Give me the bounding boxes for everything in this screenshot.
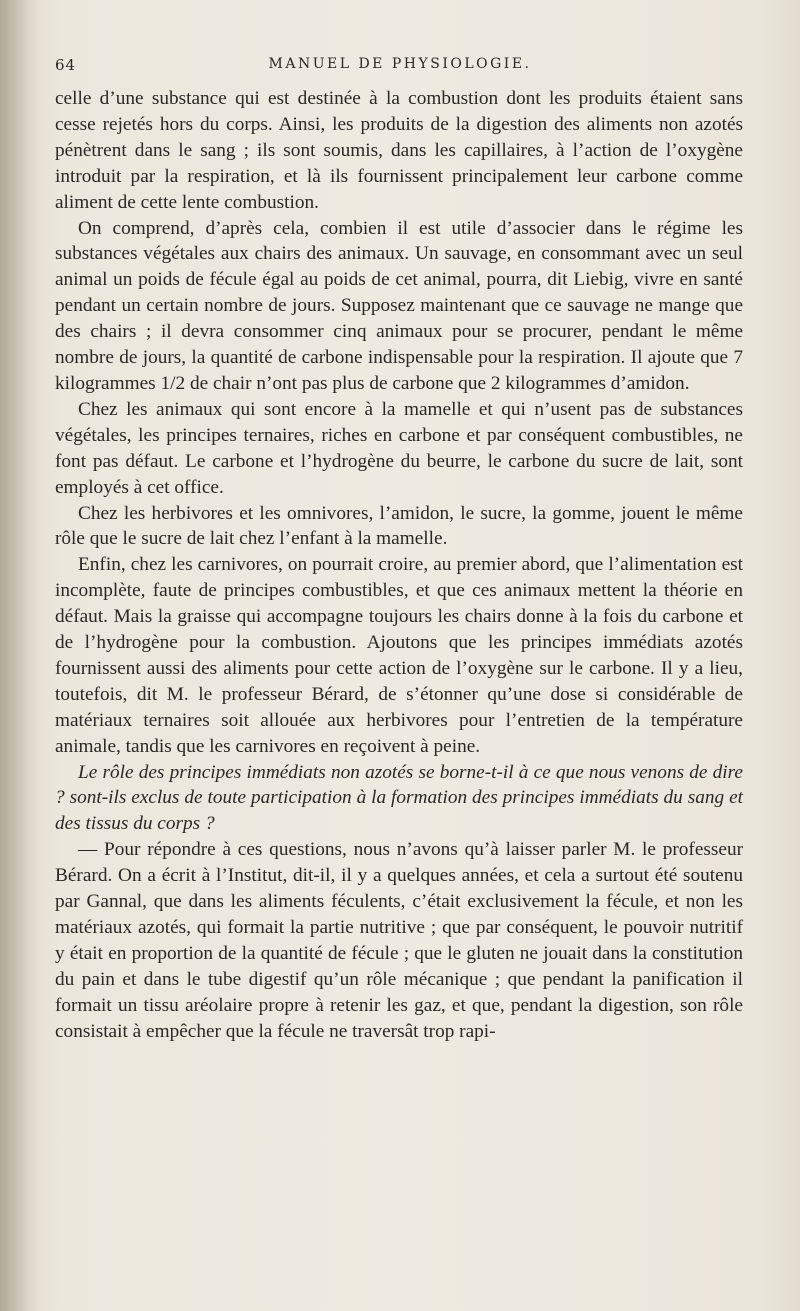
paragraph: Chez les animaux qui sont encore à la mamelle et qui n’usent pas de substances végétales, les principes ternaires, riches en carbone et par conséquent combustibles, ne font pas défaut. Le carbone et l’hydrogène du beurre, le carbone du sucre de lait, sont employés à cet office. (55, 398, 743, 498)
paragraph: celle d’une substance qui est destinée à la combustion dont les produits étaient sans cesse rejetés hors du corps. Ainsi, les produits de la digestion des aliments non azotés pénètrent dans le sang ; ils sont soumis, dans les capillaires, à l’action de l’oxygène introduit par la respiration, et là ils fournissent principalement leur carbone comme aliment de cette lente combustion. (55, 88, 743, 213)
body-text (55, 86, 743, 1045)
paragraph: — Pour répondre à ces questions, nous n’avons qu’à laisser parler M. le professeur Bérard. On a écrit à l’Institut, dit-il, il y a quelques années, et cela a surtout été soutenu par Gannal, que dans les aliments féculents, c’était exclusivement la fécule, et non les matériaux azotés, qui formait la partie nutritive ; que par conséquent, le pouvoir nutritif y était en proportion de la quantité de fécule ; que le gluten ne jouait dans la constitution du pain et dans le tube digestif qu’un rôle mécanique ; que pendant la panification il formait un tissu aréolaire propre à retenir les gaz, et que, pendant la digestion, son rôle consistait à empêcher que la fécule ne traversât trop rapi- (55, 839, 743, 1042)
italic-question: Le rôle des principes immédiats non azotés se borne-t-il à ce que nous venons de dire ? sont-ils exclus de toute participation à la formation des principes immédiats du sang et des tissus du corps ? (55, 761, 743, 835)
page-gutter-shadow (0, 0, 40, 1311)
page-header (55, 56, 745, 80)
paragraph: Enfin, chez les carnivores, on pourrait croire, au premier abord, que l’alimentation est incomplète, faute de principes combustibles, et que ces animaux mettent la théorie en défaut. Mais la graisse qui accompagne toujours les chairs donne à la fois du carbone et de l’hydrogène pour la combustion. Ajoutons que les principes immédiats azotés fournissent aussi des aliments pour cette action de l’oxygène sur le carbone. Il y a lieu, toutefois, dit M. le professeur Bérard, de s’étonner qu’une dose si considérable de matériaux ternaires soit allouée aux herbivores pour l’entretien de la température animale, tandis que les carnivores en reçoivent à peine. (55, 554, 743, 757)
paragraph: On comprend, d’après cela, combien il est utile d’associer dans le régime les substances végétales aux chairs des animaux. Un sauvage, en consommant avec un seul animal un poids de fécule égal au poids de cet animal, pourra, dit Liebig, vivre en santé pendant un certain nombre de jours. Supposez maintenant que ce sauvage ne mange que des chairs ; il devra consommer cinq animaux pour se procurer, pendant le même nombre de jours, la quantité de carbone indispensable pour la respiration. Il ajoute que 7 kilogrammes 1/2 de chair n’ont pas plus de carbone que 2 kilogrammes d’amidon. (55, 217, 743, 394)
paragraph: Chez les herbivores et les omnivores, l’amidon, le sucre, la gomme, jouent le même rôle que le sucre de lait chez l’enfant à la mamelle. (55, 502, 743, 550)
page-number: 64 (55, 56, 77, 74)
running-title: MANUEL DE PHYSIOLOGIE. (268, 56, 532, 72)
